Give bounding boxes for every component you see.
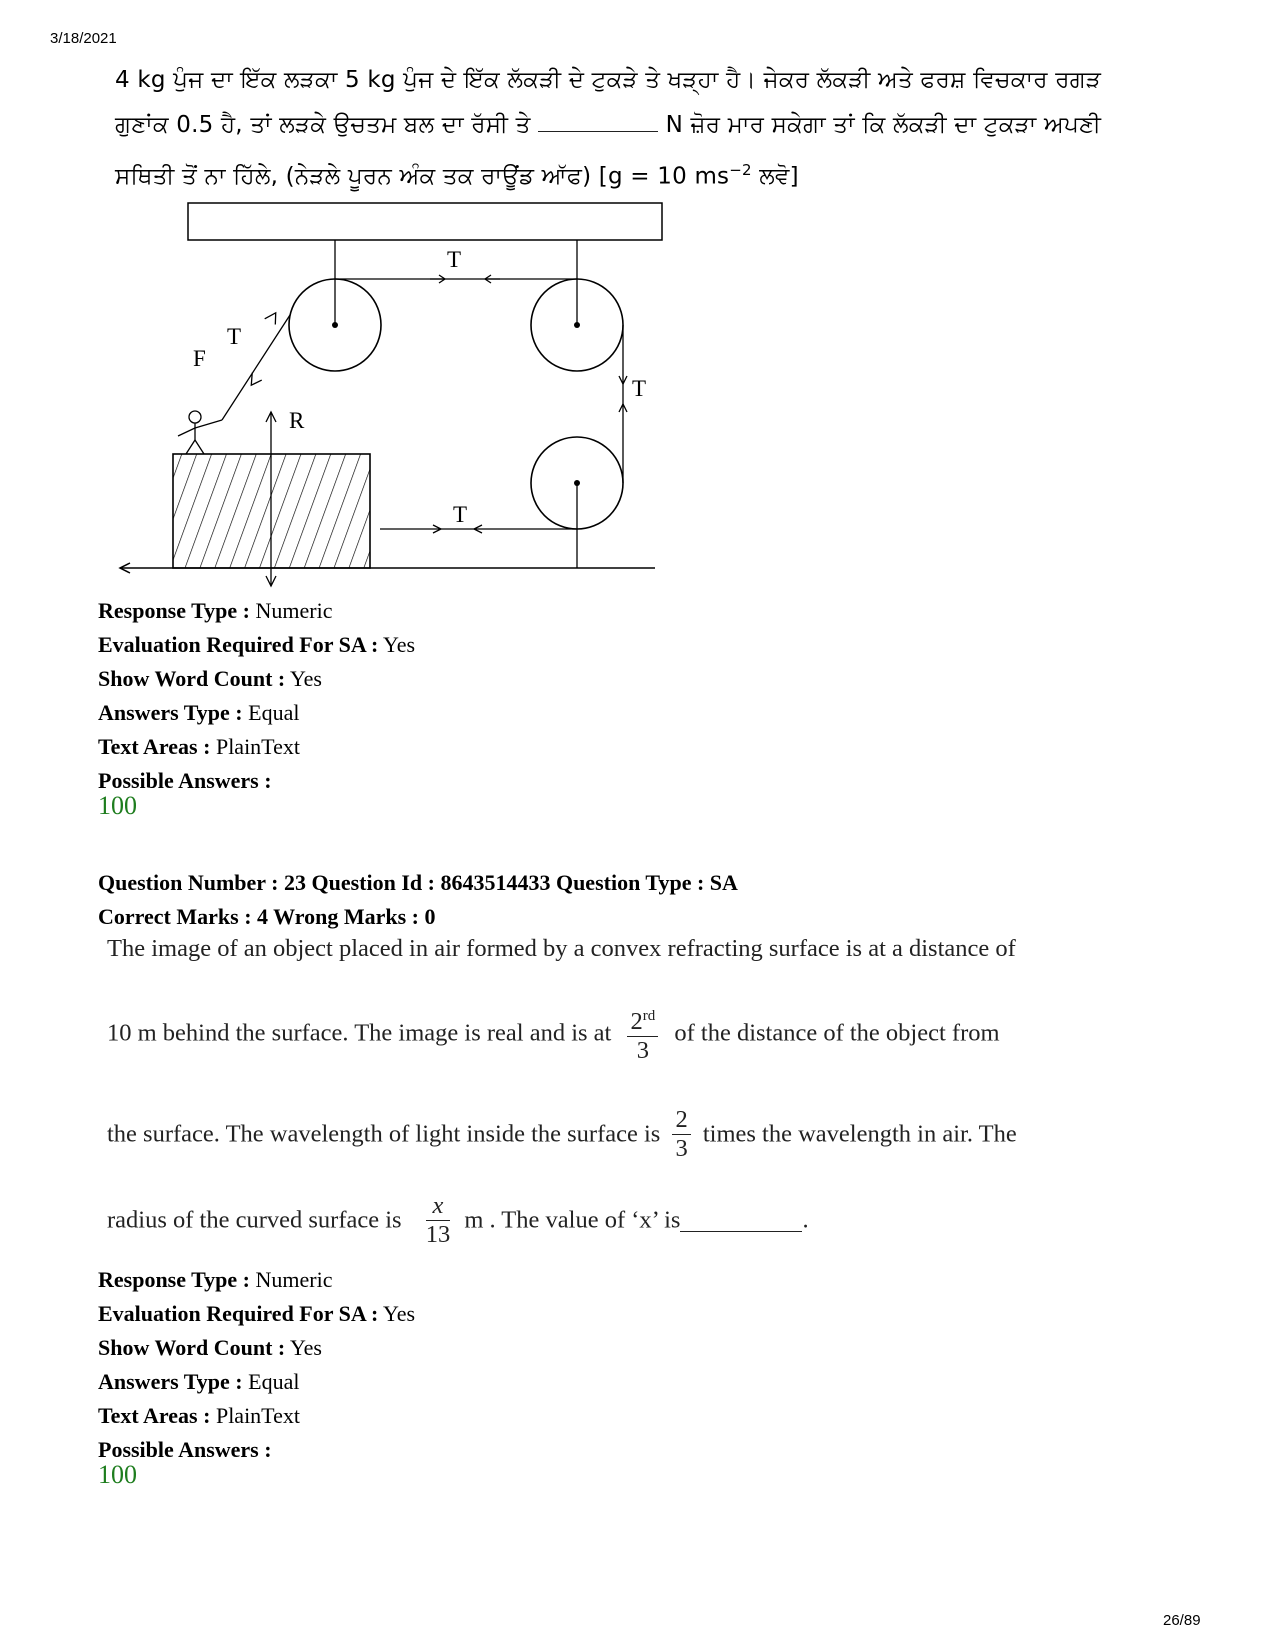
answer-blank [680,1209,802,1232]
pulley-diagram [110,200,710,620]
q23-line-3: the surface. The wavelength of light inside the surface is $\frac{2}{3}$ times the wavelength in air. The [107,1106,1017,1162]
q22-line-1: 4 kg ਪੁੰਜ ਦਾ ਇੱਕ ਲੜਕਾ 5 kg ਪੁੰਜ ਦੇ ਇੱਕ ਲੱਕੜੀ ਦੇ ਟੁਕੜੇ ਤੇ ਖੜ੍ਹਾ ਹੈ। ਜੇਕਰ ਲੱਕੜੀ ਅਤੇ ਫਰਸ਼ ਵਿਚਕਾਰ ਰਗੜ [115,67,1102,93]
boy-figure [178,411,222,454]
q23-question-info: Question Number : 23 Question Id : 8643514433 Question Type : SA [98,870,738,895]
question-22-text [115,58,1195,200]
field-text-areas: Text Areas : PlainText [98,734,300,759]
field-show-word-count: Show Word Count : Yes [98,1335,322,1360]
label-normal-reaction: R [289,408,305,433]
label-tension-bottom: T [453,502,468,527]
ceiling-beam [188,203,662,240]
q22-metadata [98,594,415,798]
q22-possible-answer: 100 [98,791,137,820]
field-answers-type: Answers Type : Equal [98,700,300,725]
fraction-two-thirds-rd: $\frac{2^{rd}}{3}$ [627,1002,658,1065]
field-possible-answers: Possible Answers : [98,768,272,793]
q23-marks-info: Correct Marks : 4 Wrong Marks : 0 [98,904,436,929]
field-possible-answers: Possible Answers : [98,1437,272,1462]
page-number: 26/89 [1163,1612,1201,1629]
fraction-x-over-13: $\frac{x}{13}$ [425,1192,451,1248]
q23-line-2: 10 m behind the surface. The image is real and is at $\frac{2^{rd}}{3}$ of the distance of the object from [107,1002,1000,1065]
q23-line-4: radius of the curved surface is $\frac{x}{13}$ m . The value of ‘x’ is . [107,1192,809,1248]
field-response-type: Response Type : Numeric [98,1267,333,1292]
field-evaluation-required: Evaluation Required For SA : Yes [98,632,416,657]
q22-line-3: ਸਥਿਤੀ ਤੋਂ ਨਾ ਹਿੱਲੇ, (ਨੇੜਲੇ ਪੂਰਨ ਅੰਕ ਤਕ ਰਾਊਂਡ ਆੱਫ) [g = 10 $ms^{-2}$ ਲਵੋ] [115,161,799,190]
field-show-word-count: Show Word Count : Yes [98,666,322,691]
q23-possible-answer: 100 [98,1460,137,1489]
field-answers-type: Answers Type : Equal [98,1369,300,1394]
field-response-type: Response Type : Numeric [98,598,333,623]
answer-blank [538,109,658,132]
q23-header [98,866,738,934]
fraction-two-thirds: $\frac{2}{3}$ [672,1106,690,1163]
q22-line-2: ਗੁਣਾਂਕ 0.5 ਹੈ, ਤਾਂ ਲੜਕੇ ਉਚਤਮ ਬਲ ਦਾ ਰੱਸੀ ਤੇ N ਜ਼ੋਰ ਮਾਰ ਸਕੇਗਾ ਤਾਂ ਕਿ ਲੱਕੜੀ ਦਾ ਟੁਕੜਾ ਅਪਣੀ [115,103,1195,148]
print-date: 3/18/2021 [50,30,117,47]
label-tension-right: T [632,376,647,401]
label-force: F [193,346,206,371]
field-text-areas: Text Areas : PlainText [98,1403,300,1428]
label-tension-top: T [447,247,462,272]
q23-line-1: The image of an object placed in air formed by a convex refracting surface is at a distance of [107,935,1016,962]
label-tension-incline: T [227,324,242,349]
field-evaluation-required: Evaluation Required For SA : Yes [98,1301,416,1326]
q23-metadata [98,1263,415,1467]
